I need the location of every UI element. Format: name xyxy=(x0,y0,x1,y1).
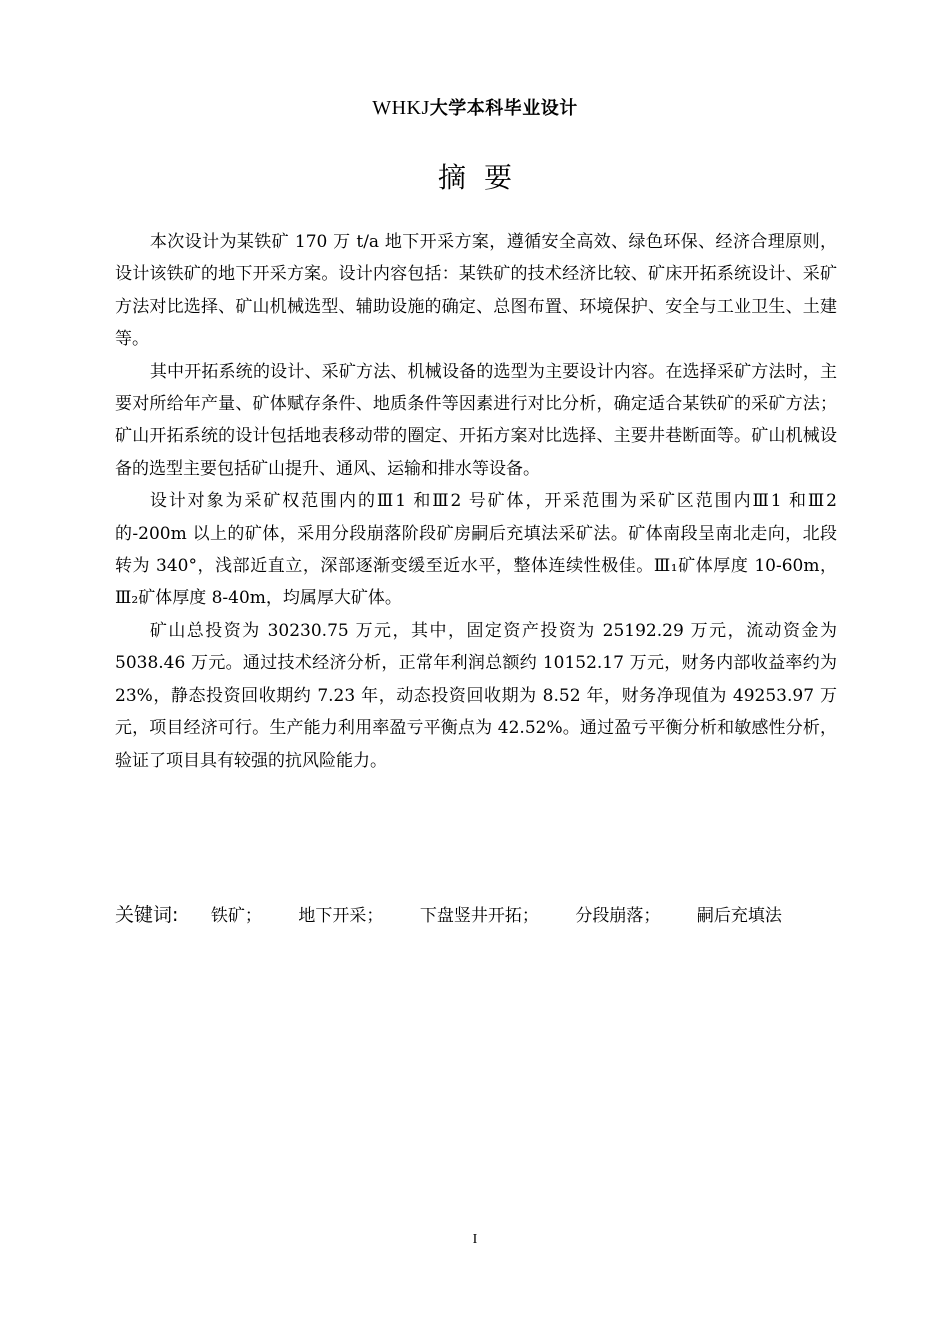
abstract-paragraph: 设计对象为采矿权范围内的Ⅲ1 和Ⅲ2 号矿体，开采范围为采矿区范围内Ⅲ1 和Ⅲ2 的-200m 以上的矿体，采用分段崩落阶段矿房嗣后充填法采矿法。矿体南段呈南北走向，北段转为 340°，浅部近直立，深部逐渐变缓至近水平，整体连续性极佳。Ⅲ₁矿体厚度 10-60m，Ⅲ₂矿体厚度 8-40m，均属厚大矿体。 xyxy=(115,491,837,609)
abstract-paragraph: 其中开拓系统的设计、采矿方法、机械设备的选型为主要设计内容。在选择采矿方法时，主要对所给年产量、矿体赋存条件、地质条件等因素进行对比分析，确定适合某铁矿的采矿方法；矿山开拓系统的设计包括地表移动带的圈定、开拓方案对比选择、主要井巷断面等。矿山机械设备的选型主要包括矿山提升、通风、运输和排水等设备。 xyxy=(115,361,837,479)
keyword-item: 地下开采； xyxy=(298,906,384,926)
page-number: I xyxy=(472,1232,478,1247)
header-university-thesis: 大学本科毕业设计 xyxy=(429,98,578,119)
abstract-paragraph: 本次设计为某铁矿 170 万 t/a 地下开采方案，遵循安全高效、绿色环保、经济合理原则，设计该铁矿的地下开采方案。设计内容包括：某铁矿的技术经济比较、矿床开拓系统设计、采矿方法对比选择、矿山机械选型、辅助设施的确定、总图布置、环境保护、安全与工业卫生、土建等。 xyxy=(115,232,837,350)
header-prefix: WHKJ xyxy=(372,97,430,119)
keywords-label: 关键词: xyxy=(115,904,179,926)
abstract-title: 摘要 xyxy=(437,161,530,194)
abstract-paragraph: 矿山总投资为 30230.75 万元，其中，固定资产投资为 25192.29 万元，流动资金为 5038.46 万元。通过技术经济分析，正常年利润总额约 10152.17 万元，财务内部收益率约为 23%，静态投资回收期约 7.23 年，动态投资回收期为 8.52 年，财务净现值为 49253.97 万元，项目经济可行。生产能力利用率盈亏平衡点为 42.52%。通过盈亏平衡分析和敏感性分析，验证了项目具有较强的抗风险能力。 xyxy=(115,620,837,771)
keywords-line xyxy=(115,900,837,931)
keyword-item: 分段崩落； xyxy=(575,906,661,926)
running-header xyxy=(0,94,950,122)
keyword-item: 嗣后充填法 xyxy=(696,906,782,926)
keyword-item: 铁矿； xyxy=(210,906,262,926)
abstract-body xyxy=(115,226,837,777)
keyword-item: 下盘竖井开拓； xyxy=(419,906,539,926)
